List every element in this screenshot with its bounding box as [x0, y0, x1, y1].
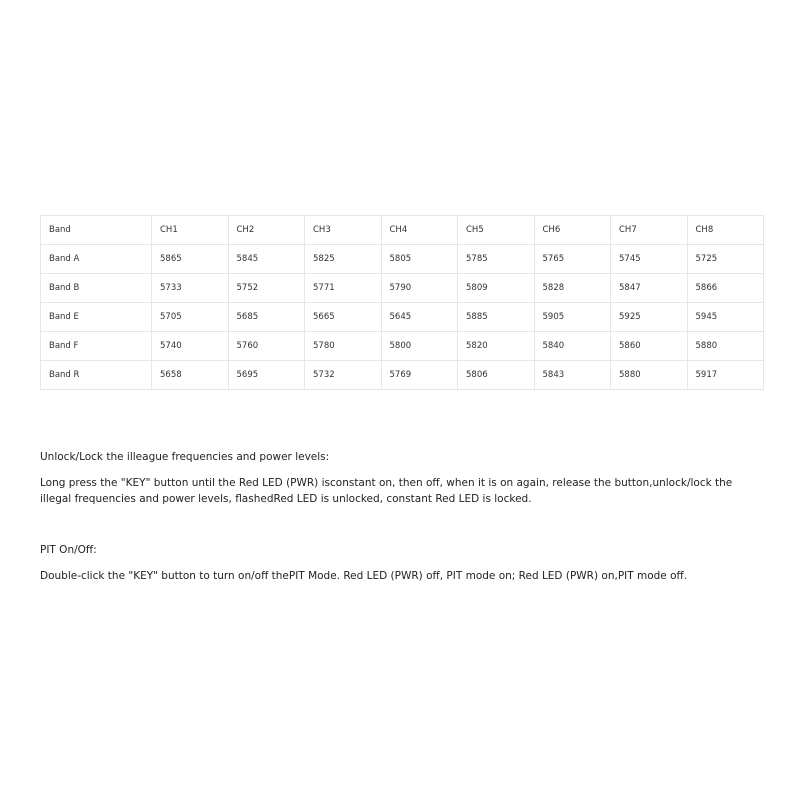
- frequency-cell: 5645: [381, 303, 458, 332]
- frequency-cell: 5905: [534, 303, 611, 332]
- frequency-cell: 5665: [305, 303, 382, 332]
- frequency-cell: 5860: [611, 332, 688, 361]
- frequency-cell: 5771: [305, 274, 382, 303]
- frequency-cell: 5806: [458, 361, 535, 390]
- frequency-cell: 5685: [228, 303, 305, 332]
- band-name-cell: Band F: [41, 332, 152, 361]
- frequency-cell: 5945: [687, 303, 764, 332]
- frequency-table: [40, 215, 764, 390]
- table-header-row: [41, 216, 764, 245]
- frequency-cell: 5917: [687, 361, 764, 390]
- header-cell: CH2: [228, 216, 305, 245]
- frequency-cell: 5843: [534, 361, 611, 390]
- frequency-cell: 5760: [228, 332, 305, 361]
- frequency-cell: 5732: [305, 361, 382, 390]
- unlock-section-heading: Unlock/Lock the illeague frequencies and power levels:: [40, 451, 330, 463]
- table-row: [41, 303, 764, 332]
- header-cell: CH6: [534, 216, 611, 245]
- table-row: [41, 274, 764, 303]
- frequency-cell: 5658: [152, 361, 229, 390]
- band-name-cell: Band R: [41, 361, 152, 390]
- frequency-cell: 5769: [381, 361, 458, 390]
- band-name-cell: Band B: [41, 274, 152, 303]
- frequency-cell: 5733: [152, 274, 229, 303]
- header-cell: CH5: [458, 216, 535, 245]
- table-row: [41, 245, 764, 274]
- frequency-cell: 5705: [152, 303, 229, 332]
- pit-section-heading: PIT On/Off:: [40, 544, 97, 556]
- frequency-cell: 5800: [381, 332, 458, 361]
- frequency-cell: 5745: [611, 245, 688, 274]
- frequency-cell: 5785: [458, 245, 535, 274]
- frequency-cell: 5865: [152, 245, 229, 274]
- frequency-cell: 5885: [458, 303, 535, 332]
- frequency-cell: 5805: [381, 245, 458, 274]
- frequency-cell: 5820: [458, 332, 535, 361]
- band-name-cell: Band A: [41, 245, 152, 274]
- frequency-cell: 5740: [152, 332, 229, 361]
- frequency-cell: 5725: [687, 245, 764, 274]
- band-name-cell: Band E: [41, 303, 152, 332]
- frequency-cell: 5880: [611, 361, 688, 390]
- table-row: [41, 332, 764, 361]
- frequency-cell: 5828: [534, 274, 611, 303]
- unlock-section-body: Long press the "KEY" button until the Red LED (PWR) isconstant on, then off, when it is on again, release the button,unlock/lock the illegal frequencies and power levels, flashedRed LED is unlocked, constant Red LED is locked.: [40, 477, 733, 505]
- frequency-cell: 5866: [687, 274, 764, 303]
- header-cell: CH4: [381, 216, 458, 245]
- frequency-cell: 5809: [458, 274, 535, 303]
- frequency-cell: 5790: [381, 274, 458, 303]
- pit-section-body: Double-click the "KEY" button to turn on/off thePIT Mode. Red LED (PWR) off, PIT mode on; Red LED (PWR) on,PIT mode off.: [40, 570, 688, 582]
- frequency-cell: 5752: [228, 274, 305, 303]
- frequency-cell: 5880: [687, 332, 764, 361]
- header-cell: CH8: [687, 216, 764, 245]
- frequency-cell: 5840: [534, 332, 611, 361]
- header-cell: CH3: [305, 216, 382, 245]
- frequency-cell: 5925: [611, 303, 688, 332]
- frequency-cell: 5695: [228, 361, 305, 390]
- table-row: [41, 361, 764, 390]
- header-cell: Band: [41, 216, 152, 245]
- header-cell: CH7: [611, 216, 688, 245]
- frequency-cell: 5780: [305, 332, 382, 361]
- frequency-cell: 5765: [534, 245, 611, 274]
- header-cell: CH1: [152, 216, 229, 245]
- frequency-cell: 5845: [228, 245, 305, 274]
- frequency-cell: 5825: [305, 245, 382, 274]
- frequency-cell: 5847: [611, 274, 688, 303]
